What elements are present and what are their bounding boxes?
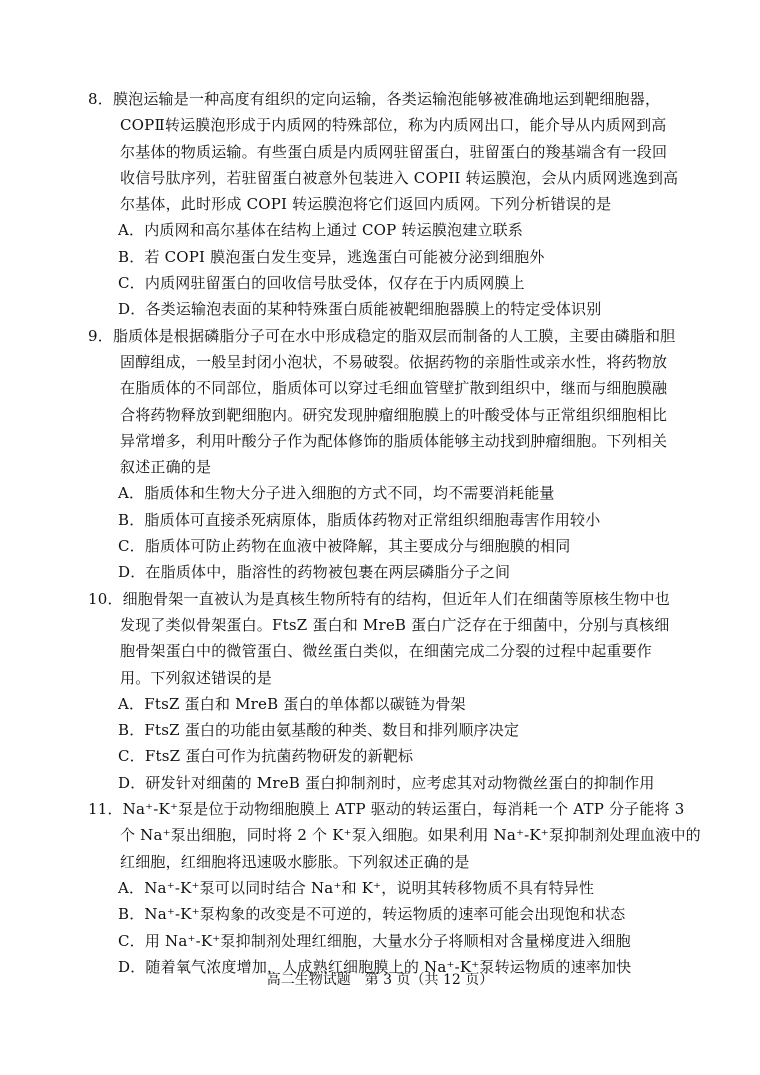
question-stem: 9．脂质体是根据磷脂分子可在水中形成稳定的脂双层而制备的人工膜，主要由磷脂和胆 [88, 326, 676, 345]
answer-option: A．FtsZ 蛋白和 MreB 蛋白的单体都以碳链为骨架 [118, 694, 466, 713]
answer-option: C．用 Na⁺-K⁺泵抑制剂处理红细胞，大量水分子将顺相对含量梯度进入细胞 [118, 931, 631, 950]
question-stem-line: 收信号肽序列，若驻留蛋白被意外包装进入 COPII 转运膜泡，会从内质网逃逸到高 [120, 168, 679, 187]
answer-option: B．Na⁺-K⁺泵构象的改变是不可逆的，转运物质的速率可能会出现饱和状态 [118, 905, 626, 924]
question-stem-line: COPⅡ转运膜泡形成于内质网的特殊部位，称为内质网出口，能介导从内质网到高 [120, 116, 667, 135]
question-stem-line: 在脂质体的不同部位，脂质体可以穿过毛细血管壁扩散到组织中，继而与细胞膜融 [120, 379, 668, 398]
question-stem-line: 固醇组成，一般呈封闭小泡状，不易破裂。依据药物的亲脂性或亲水性，将药物放 [120, 352, 668, 371]
question-block [70, 796, 701, 980]
answer-option: C．脂质体可防止药物在血液中被降解，其主要成分与细胞膜的相同 [118, 537, 571, 556]
answer-option: C．FtsZ 蛋白可作为抗菌药物研发的新靶标 [118, 747, 414, 766]
question-stem-line: 叙述正确的是 [120, 458, 212, 477]
question-stem-line: 尔基体的物质运输。有些蛋白质是内质网驻留蛋白，驻留蛋白的羧基端含有一段回 [120, 142, 668, 161]
question-stem-line: 异常增多，利用叶酸分子作为配体修饰的脂质体能够主动找到肿瘤细胞。下列相关 [120, 431, 668, 450]
question-block [70, 86, 690, 323]
answer-option: A．脂质体和生物大分子进入细胞的方式不同，均不需要消耗能量 [118, 484, 555, 503]
page-footer: 高二生物试题 第 3 页（共 12 页） [266, 972, 494, 988]
question-block [70, 323, 690, 586]
question-stem-line: 发现了类似骨架蛋白。FtsZ 蛋白和 MreB 蛋白广泛存在于细菌中，分别与真核细 [120, 615, 670, 634]
question-stem-line: 尔基体，此时形成 COPI 转运膜泡将它们返回内质网。下列分析错误的是 [120, 195, 612, 214]
answer-option: D．在脂质体中，脂溶性的药物被包裹在两层磷脂分子之间 [118, 563, 511, 582]
question-stem-line: 红细胞，红细胞将迅速吸水膨胀。下列叙述正确的是 [120, 852, 470, 871]
answer-option: C．内质网驻留蛋白的回收信号肽受体，仅存在于内质网膜上 [118, 274, 525, 293]
question-stem: 10．细胞骨架一直被认为是真核生物所特有的结构，但近年人们在细菌等原核生物中也 [88, 589, 670, 608]
answer-option: B．若 COPI 膜泡蛋白发生变异，逃逸蛋白可能被分泌到细胞外 [118, 247, 545, 266]
question-stem-line: 合将药物释放到靶细胞内。研究发现肿瘤细胞膜上的叶酸受体与正常组织细胞相比 [120, 405, 668, 424]
answer-option: B．脂质体可直接杀死病原体，脂质体药物对正常组织细胞毒害作用较小 [118, 510, 601, 529]
question-stem-line: 胞骨架蛋白中的微管蛋白、微丝蛋白类似，在细菌完成二分裂的过程中起重要作 [120, 642, 653, 661]
answer-option: A．Na⁺-K⁺泵可以同时结合 Na⁺和 K⁺，说明其转移物质不具有特异性 [118, 878, 595, 897]
answer-option: B．FtsZ 蛋白的功能由氨基酸的种类、数目和排列顺序决定 [118, 721, 520, 740]
answer-option: D．随着氧气浓度增加，人成熟红细胞膜上的 Na⁺-K⁺泵转运物质的速率加快 [118, 957, 632, 976]
answer-option: D．各类运输泡表面的某种特殊蛋白质能被靶细胞器膜上的特定受体识别 [118, 300, 602, 319]
question-block [70, 586, 690, 796]
question-list [70, 86, 701, 980]
question-stem-line: 用。下列叙述错误的是 [120, 668, 273, 687]
answer-option: A．内质网和高尔基体在结构上通过 COP 转运膜泡建立联系 [118, 221, 524, 240]
answer-option: D．研发针对细菌的 MreB 蛋白抑制剂时，应考虑其对动物微丝蛋白的抑制作用 [118, 773, 655, 792]
question-stem-line: 个 Na⁺泵出细胞，同时将 2 个 K⁺泵入细胞。如果利用 Na⁺-K⁺泵抑制剂处理血液中的 [120, 826, 701, 845]
question-stem: 11．Na⁺-K⁺泵是位于动物细胞膜上 ATP 驱动的转运蛋白，每消耗一个 ATP 分子能将 3 [88, 800, 685, 819]
question-stem: 8．膜泡运输是一种高度有组织的定向运输，各类运输泡能够被准确地运到靶细胞器， [88, 90, 661, 108]
